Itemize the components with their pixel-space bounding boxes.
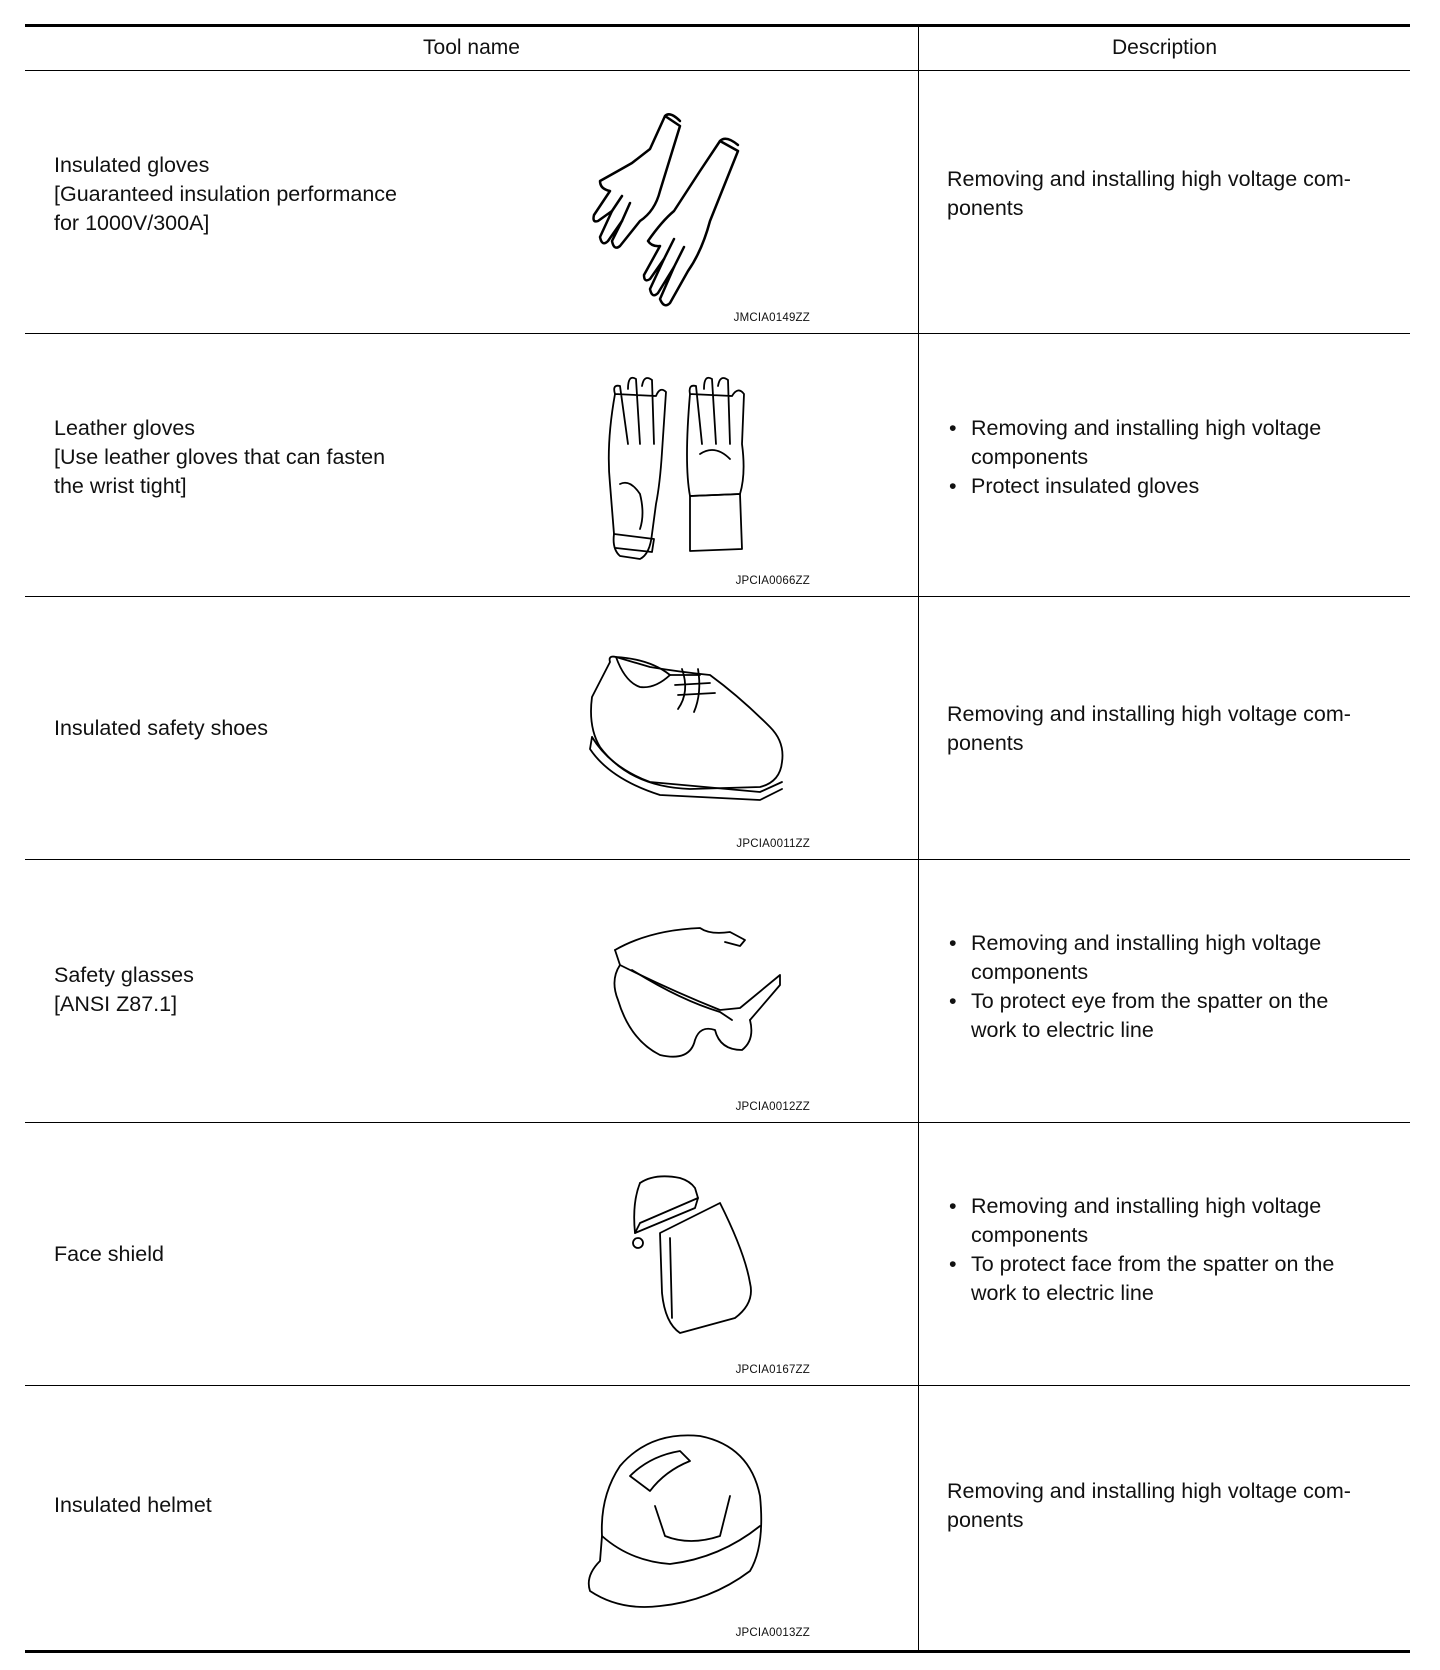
tool-name-line: [ANSI Z87.1] [54, 992, 178, 1016]
tool-name-line: Insulated gloves [54, 153, 210, 177]
tool-cell [25, 860, 919, 1122]
list-item [947, 929, 1407, 987]
description-line: Removing and installing high voltage [971, 416, 1322, 440]
table-row [25, 597, 1410, 860]
tool-name [54, 151, 474, 238]
tool-cell [25, 71, 919, 333]
safety-glasses-figure [570, 860, 890, 1123]
description-cell [919, 334, 1410, 596]
tool-cell [25, 1123, 919, 1385]
description-line: ponents [947, 1508, 1024, 1532]
leather-gloves-icon [570, 334, 890, 597]
tool-name [54, 1491, 474, 1520]
tool-name [54, 714, 474, 743]
list-item [947, 987, 1407, 1045]
figure-code: JPCIA0012ZZ [735, 1101, 810, 1113]
description-line: ponents [947, 731, 1024, 755]
safety-glasses-icon [570, 860, 890, 1123]
face-shield-icon [570, 1123, 890, 1386]
table-header [25, 27, 1410, 71]
tool-name-line: Face shield [54, 1242, 164, 1266]
list-item [947, 1250, 1407, 1308]
bullet-icon: • [949, 1252, 957, 1276]
face-shield-figure [570, 1123, 890, 1386]
table-row [25, 860, 1410, 1123]
description-line: components [971, 445, 1089, 469]
description-line: To protect face from the spatter on the [971, 1252, 1335, 1276]
tool-name [54, 1240, 474, 1269]
table-row [25, 1123, 1410, 1386]
helmet-figure [570, 1386, 890, 1649]
tool-name-line: Insulated helmet [54, 1493, 212, 1517]
description-line: Removing and installing high voltage com- [947, 702, 1351, 726]
description-cell [919, 1386, 1410, 1650]
bullet-icon: • [949, 416, 957, 440]
list-item [947, 1192, 1407, 1250]
leather-gloves-figure [570, 334, 890, 597]
description-line: ponents [947, 196, 1024, 220]
description-text [947, 165, 1387, 223]
description-line: work to electric line [971, 1018, 1154, 1042]
description-cell [919, 597, 1410, 859]
list-item [947, 472, 1407, 501]
insulated-gloves-icon [570, 71, 890, 334]
list-item [947, 414, 1407, 472]
figure-code: JPCIA0013ZZ [735, 1627, 810, 1639]
figure-code: JPCIA0011ZZ [736, 838, 810, 850]
bullet-icon: • [949, 931, 957, 955]
safety-shoe-figure [570, 597, 890, 860]
tool-cell [25, 1386, 919, 1650]
figure-code: JPCIA0066ZZ [735, 575, 810, 587]
table-row [25, 334, 1410, 597]
description-cell [919, 860, 1410, 1122]
tool-name-line: [Use leather gloves that can fasten [54, 445, 386, 469]
description-text [947, 1477, 1387, 1535]
bullet-icon: • [949, 474, 957, 498]
description-line: Removing and installing high voltage [971, 931, 1322, 955]
figure-code: JPCIA0167ZZ [735, 1364, 810, 1376]
description-line: To protect eye from the spatter on the [971, 989, 1329, 1013]
tool-table [25, 24, 1410, 1653]
helmet-icon [570, 1386, 890, 1649]
bullet-icon: • [949, 989, 957, 1013]
description-cell [919, 1123, 1410, 1385]
description-line: work to electric line [971, 1281, 1154, 1305]
description-line: components [971, 960, 1089, 984]
description-line: Removing and installing high voltage com- [947, 167, 1351, 191]
tool-name-line: [Guaranteed insulation performance [54, 182, 398, 206]
figure-code: JMCIA0149ZZ [733, 312, 810, 324]
tool-cell [25, 597, 919, 859]
tool-name-line: for 1000V/300A] [54, 211, 210, 235]
description-list [947, 1192, 1407, 1308]
header-tool-name: Tool name [25, 27, 919, 70]
tool-cell [25, 334, 919, 596]
header-description: Description [1111, 36, 1218, 59]
tool-name [54, 414, 474, 501]
tool-name [54, 961, 474, 1019]
tool-name-line: Insulated safety shoes [54, 716, 268, 740]
description-list [947, 414, 1407, 501]
insulated-gloves-figure [570, 71, 890, 334]
table-row [25, 71, 1410, 334]
bullet-icon: • [949, 1194, 957, 1218]
table-bottom-rule [25, 1650, 1410, 1653]
table-row [25, 1386, 1410, 1650]
description-line: components [971, 1223, 1089, 1247]
description-line: Removing and installing high voltage [971, 1194, 1322, 1218]
tool-name-line: the wrist tight] [54, 474, 187, 498]
description-list [947, 929, 1407, 1045]
description-text [947, 700, 1387, 758]
safety-shoe-icon [570, 597, 890, 860]
description-line: Protect insulated gloves [971, 474, 1200, 498]
description-line: Removing and installing high voltage com- [947, 1479, 1351, 1503]
tool-name-line: Leather gloves [54, 416, 196, 440]
description-cell [919, 71, 1410, 333]
tool-name-line: Safety glasses [54, 963, 194, 987]
